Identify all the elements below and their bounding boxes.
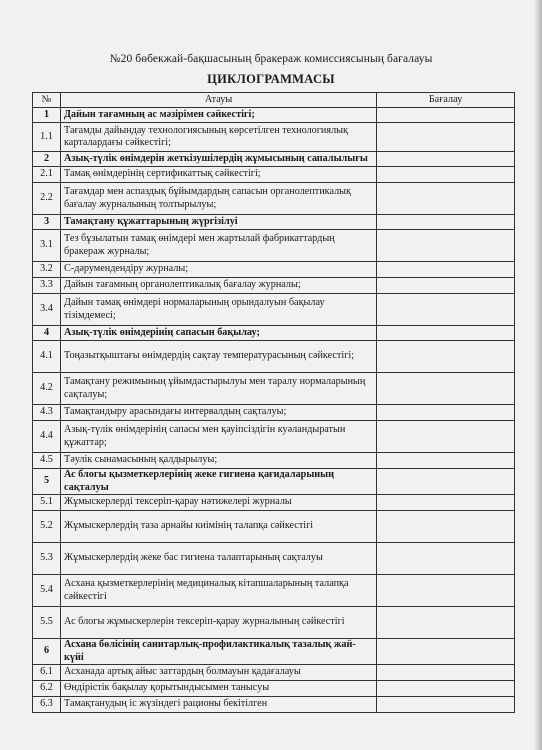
row-grade bbox=[377, 511, 515, 543]
row-number: 6.3 bbox=[33, 697, 61, 713]
row-number: 1 bbox=[33, 108, 61, 123]
table-row bbox=[33, 607, 515, 639]
row-number: 3.3 bbox=[33, 278, 61, 294]
row-number: 4.5 bbox=[33, 453, 61, 469]
table-row bbox=[33, 405, 515, 421]
row-name: Тағамдар мен аспаздық бұйымдардың сапасын органолептикалық бағалау журналының толтырылуы; bbox=[61, 183, 377, 215]
column-header-grade: Бағалау bbox=[377, 93, 515, 108]
row-name: Тамақтану режимының ұйымдастырылуы мен таралу нормаларының сақталуы; bbox=[61, 373, 377, 405]
table-header-row bbox=[33, 93, 515, 108]
row-name: Азық-түлік өнімдерінің сапасы мен қауіпсіздігін куәландыратын құжаттар; bbox=[61, 421, 377, 453]
row-grade bbox=[377, 167, 515, 183]
row-number: 2.1 bbox=[33, 167, 61, 183]
row-number: 3.4 bbox=[33, 294, 61, 326]
row-name: Асхана қызметкерлерінің медициналық кітапшаларының талапқа сәйкестігі bbox=[61, 575, 377, 607]
table-row bbox=[33, 575, 515, 607]
row-number: 4 bbox=[33, 326, 61, 341]
row-name: Дайын тағамның ас мәзірімен сәйкестігі; bbox=[61, 108, 377, 123]
row-number: 2 bbox=[33, 152, 61, 167]
row-number: 5.2 bbox=[33, 511, 61, 543]
row-grade bbox=[377, 639, 515, 665]
section-row bbox=[33, 215, 515, 230]
row-grade bbox=[377, 230, 515, 262]
row-grade bbox=[377, 294, 515, 326]
row-grade bbox=[377, 607, 515, 639]
row-number: 4.2 bbox=[33, 373, 61, 405]
row-name: Азық-түлік өнімдерін жеткізушілердің жұмысының сапалылығы bbox=[61, 152, 377, 167]
row-number: 4.1 bbox=[33, 341, 61, 373]
table-row bbox=[33, 665, 515, 681]
row-number: 5.5 bbox=[33, 607, 61, 639]
row-name: Тамақтанудың іс жүзіндегі рационы бекітілген bbox=[61, 697, 377, 713]
row-name: Ас блогы қызметкерлерінің жеке гигиена қағидаларының сақталуы bbox=[61, 469, 377, 495]
row-name: Жұмыскерлердің жеке бас гигиена талаптарының сақталуы bbox=[61, 543, 377, 575]
row-name: Асхана бөлісінің санитарлық-профилактикалық тазалық жай-күйі bbox=[61, 639, 377, 665]
row-grade bbox=[377, 681, 515, 697]
column-header-name: Атауы bbox=[61, 93, 377, 108]
table-row bbox=[33, 341, 515, 373]
row-grade bbox=[377, 123, 515, 152]
row-name: Тез бұзылатын тамақ өнімдері мен жартылай фабрикаттардың бракераж журналы; bbox=[61, 230, 377, 262]
table-row bbox=[33, 421, 515, 453]
row-grade bbox=[377, 665, 515, 681]
row-number: 2.2 bbox=[33, 183, 61, 215]
row-grade bbox=[377, 108, 515, 123]
table-row bbox=[33, 294, 515, 326]
row-name: Тамақтану құжаттарының жүргізілуі bbox=[61, 215, 377, 230]
row-name: Азық-түлік өнімдерінің сапасын бақылау; bbox=[61, 326, 377, 341]
table-row bbox=[33, 697, 515, 713]
row-number: 3.1 bbox=[33, 230, 61, 262]
section-row bbox=[33, 152, 515, 167]
row-name: Дайын тағамның органолептикалық бағалау журналы; bbox=[61, 278, 377, 294]
row-name: Жұмыскерлердің таза арнайы киімінің талапқа сәйкестігі bbox=[61, 511, 377, 543]
row-grade bbox=[377, 183, 515, 215]
row-name: Тамақтандыру арасындағы интервалдың сақталуы; bbox=[61, 405, 377, 421]
row-grade bbox=[377, 215, 515, 230]
document-title: ЦИКЛОГРАММАСЫ bbox=[207, 72, 335, 86]
row-name: Тәулік сынамасының қалдырылуы; bbox=[61, 453, 377, 469]
section-row bbox=[33, 108, 515, 123]
row-grade bbox=[377, 697, 515, 713]
table-row bbox=[33, 230, 515, 262]
row-name: Дайын тамақ өнімдері нормаларының орындалуын бақылау тізімдемесі; bbox=[61, 294, 377, 326]
row-name: Жұмыскерлерді тексеріп-қарау нәтижелері журналы bbox=[61, 495, 377, 511]
row-number: 4.3 bbox=[33, 405, 61, 421]
row-grade bbox=[377, 278, 515, 294]
row-grade bbox=[377, 453, 515, 469]
row-name: С-дәрумендендіру журналы; bbox=[61, 262, 377, 278]
row-number: 5.1 bbox=[33, 495, 61, 511]
table-row bbox=[33, 278, 515, 294]
row-name: Асханада артық айыс заттардың болмауын қадағалауы bbox=[61, 665, 377, 681]
row-number: 6.1 bbox=[33, 665, 61, 681]
table-row bbox=[33, 511, 515, 543]
scan-edge-shadow bbox=[534, 0, 542, 750]
row-grade bbox=[377, 543, 515, 575]
row-number: 6.2 bbox=[33, 681, 61, 697]
row-grade bbox=[377, 373, 515, 405]
table-row bbox=[33, 495, 515, 511]
row-name: Тоңазытқыштағы өнімдердің сақтау температурасының сәйкестігі; bbox=[61, 341, 377, 373]
table-row bbox=[33, 183, 515, 215]
row-number: 1.1 bbox=[33, 123, 61, 152]
section-row bbox=[33, 326, 515, 341]
cyclogram-table bbox=[32, 92, 515, 713]
section-row bbox=[33, 639, 515, 665]
row-grade bbox=[377, 469, 515, 495]
table-row bbox=[33, 167, 515, 183]
table-row bbox=[33, 543, 515, 575]
table-row bbox=[33, 453, 515, 469]
table-row bbox=[33, 123, 515, 152]
row-grade bbox=[377, 152, 515, 167]
row-grade bbox=[377, 405, 515, 421]
row-number: 5 bbox=[33, 469, 61, 495]
table-row bbox=[33, 262, 515, 278]
table-row bbox=[33, 681, 515, 697]
row-number: 3 bbox=[33, 215, 61, 230]
row-name: Тағамды дайындау технологиясының көрсетілген технологиялық карталардағы сәйкестігі; bbox=[61, 123, 377, 152]
row-number: 4.4 bbox=[33, 421, 61, 453]
row-grade bbox=[377, 341, 515, 373]
document-subtitle: №20 бөбекжай-бақшасының бракераж комиссиясының бағалауы bbox=[109, 53, 433, 65]
row-grade bbox=[377, 495, 515, 511]
row-number: 3.2 bbox=[33, 262, 61, 278]
row-grade bbox=[377, 575, 515, 607]
row-name: Өндірістік бақылау қорытындысымен танысуы bbox=[61, 681, 377, 697]
row-grade bbox=[377, 421, 515, 453]
section-row bbox=[33, 469, 515, 495]
row-grade bbox=[377, 326, 515, 341]
row-number: 5.4 bbox=[33, 575, 61, 607]
row-name: Тамақ өнімдерінің сертификаттық сәйкестігі; bbox=[61, 167, 377, 183]
table-row bbox=[33, 373, 515, 405]
row-grade bbox=[377, 262, 515, 278]
row-number: 6 bbox=[33, 639, 61, 665]
row-number: 5.3 bbox=[33, 543, 61, 575]
row-name: Ас блогы жұмыскерлерін тексеріп-қарау журналының сәйкестігі bbox=[61, 607, 377, 639]
column-header-number: № bbox=[33, 93, 61, 108]
